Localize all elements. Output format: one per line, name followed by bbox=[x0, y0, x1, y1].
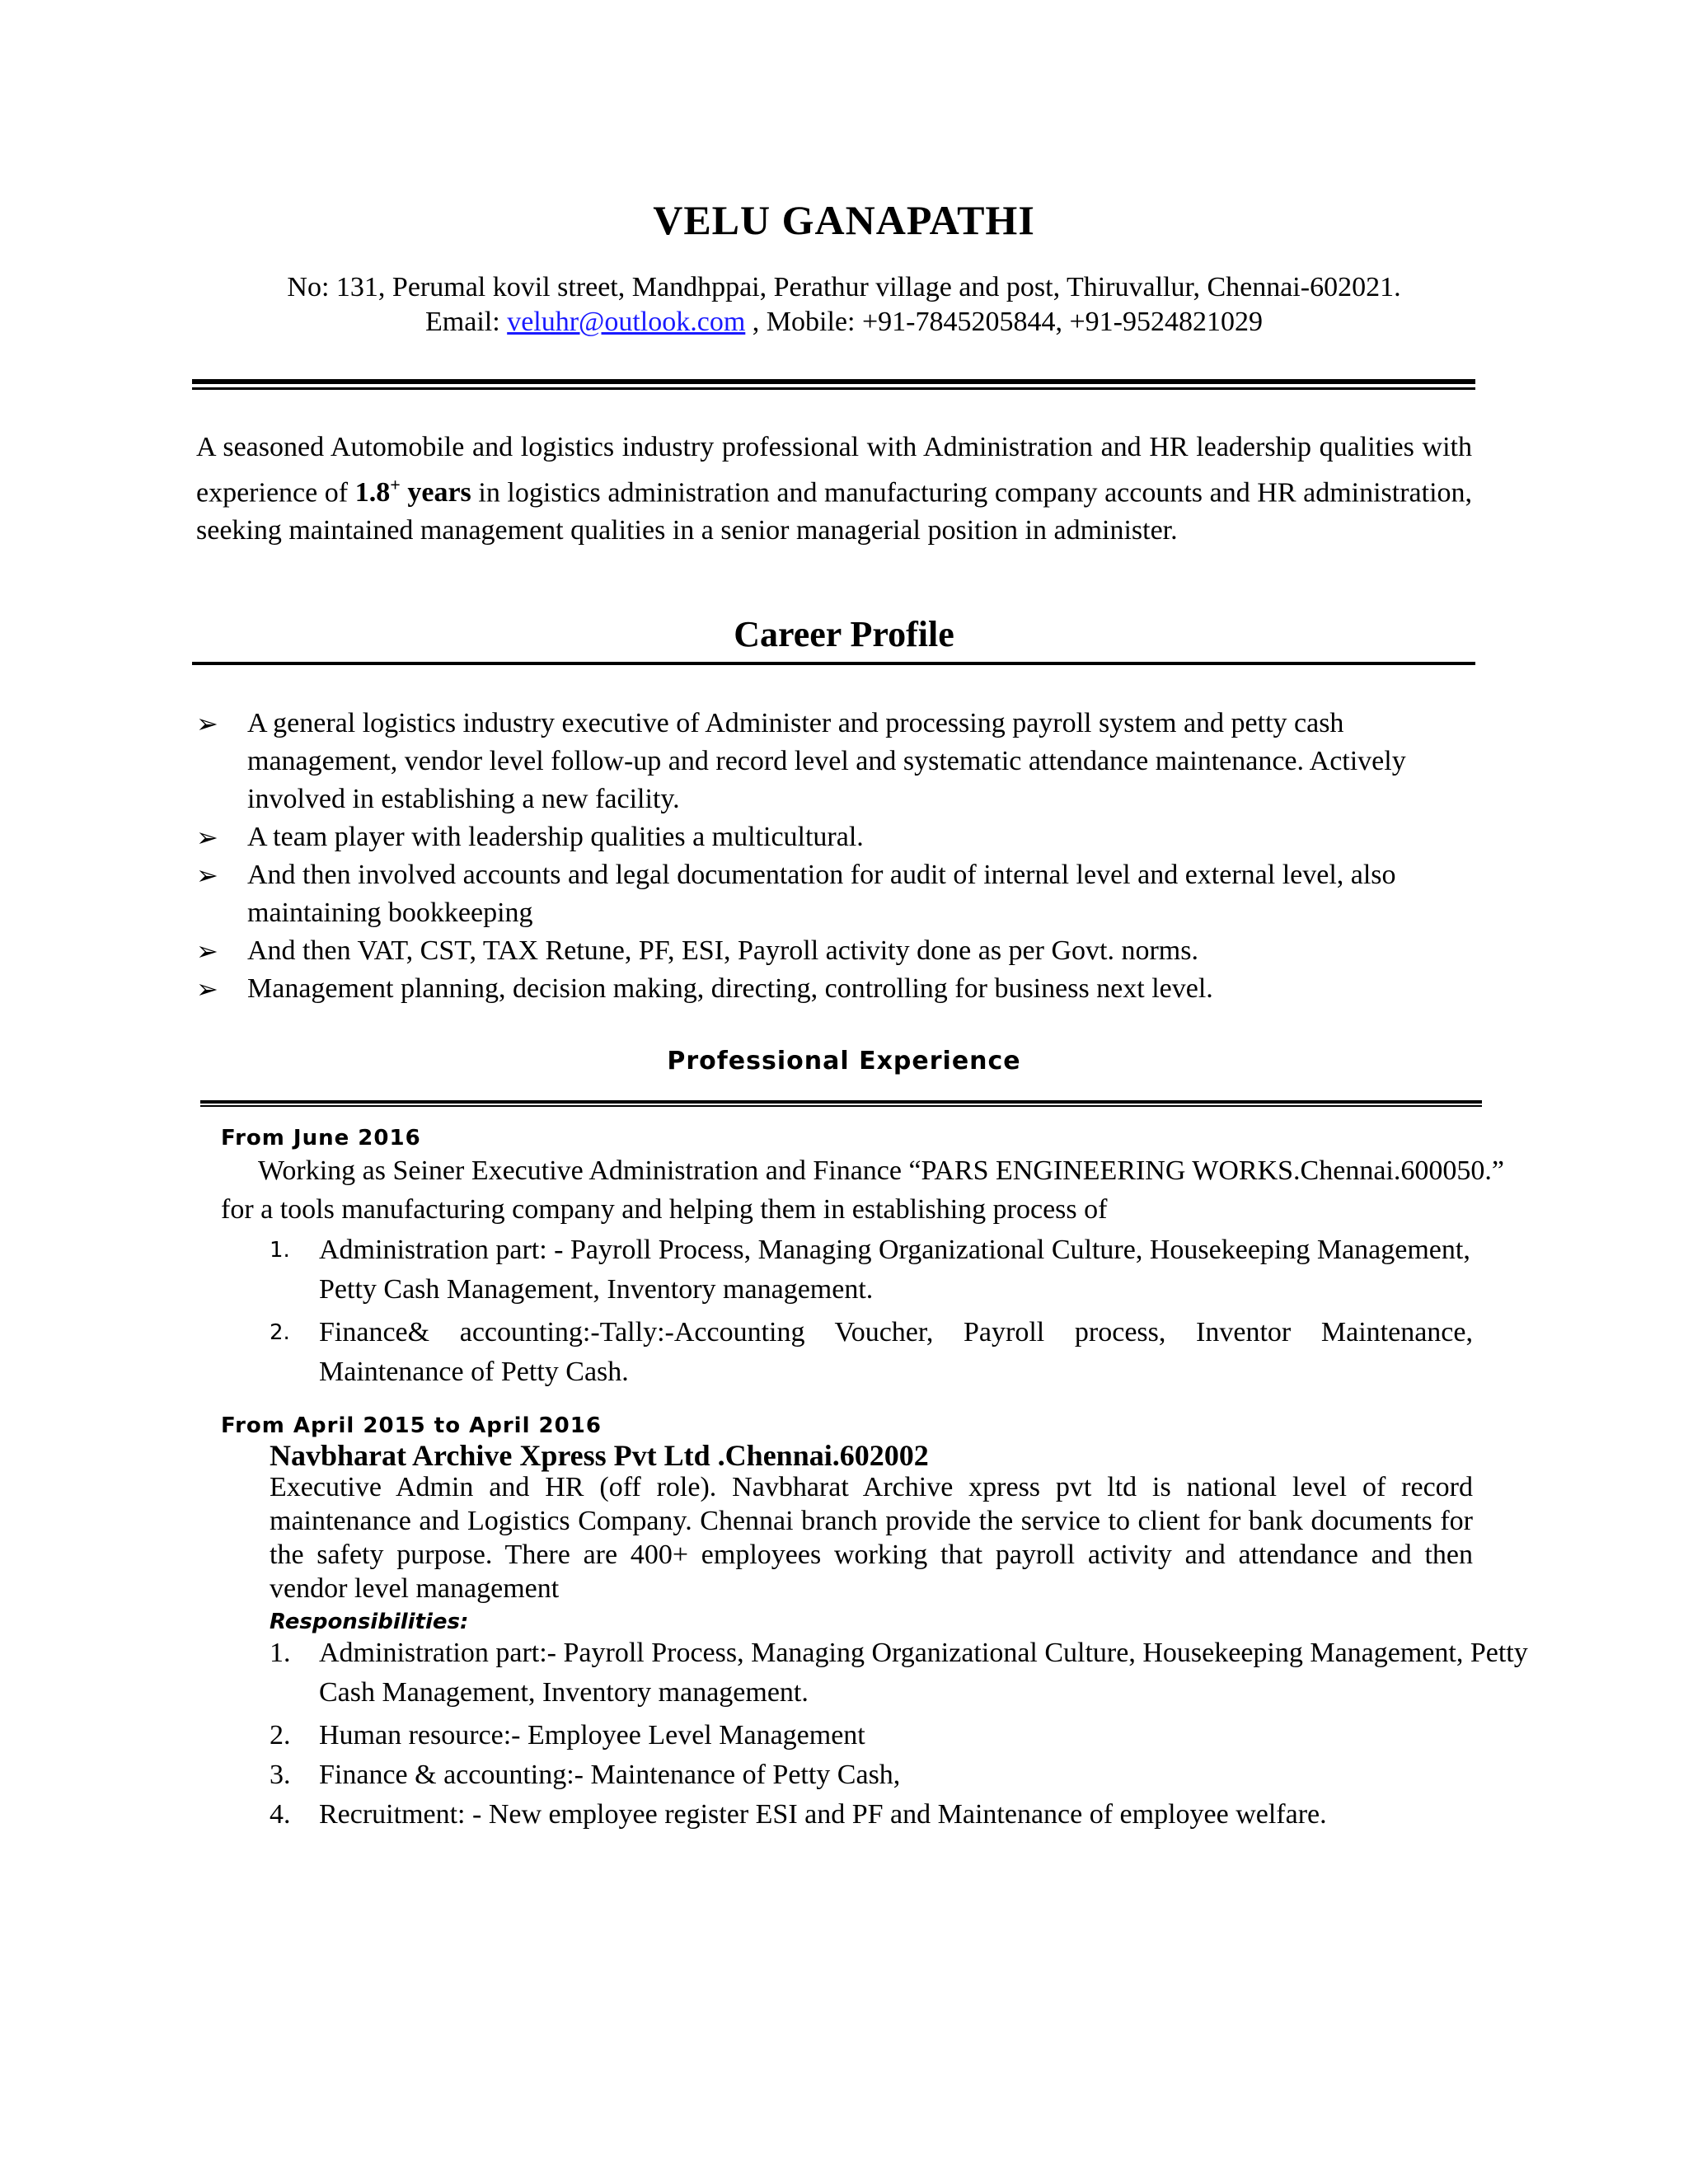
bullet-text: And then VAT, CST, TAX Retune, PF, ESI, Payroll activity done as per Govt. norms. bbox=[247, 935, 1198, 966]
header-divider-bottom bbox=[192, 387, 1475, 390]
list-number: 2. bbox=[270, 1320, 290, 1345]
list-item bbox=[196, 932, 1482, 970]
job2-period: From April 2015 to April 2016 bbox=[221, 1413, 602, 1438]
list-item bbox=[270, 1313, 1473, 1392]
career-profile-title: Career Profile bbox=[734, 614, 954, 654]
career-profile-list bbox=[196, 705, 1482, 1008]
experience-divider-bottom bbox=[200, 1105, 1482, 1107]
bullet-text: A team player with leadership qualities a multicultural. bbox=[247, 822, 864, 852]
arrow-bullet-icon: ➢ bbox=[196, 860, 218, 891]
mobile-numbers: , Mobile: +91-7845205844, +91-9524821029 bbox=[752, 307, 1263, 337]
list-number: 3. bbox=[270, 1760, 291, 1790]
list-item bbox=[196, 970, 1482, 1008]
arrow-bullet-icon: ➢ bbox=[196, 822, 218, 853]
list-text: Finance& accounting:-Tally:-Accounting Voucher, Payroll process, Inventor Maintenance, Maintenance of Petty Cash. bbox=[319, 1317, 1473, 1387]
list-item bbox=[270, 1230, 1473, 1310]
email-link[interactable]: veluhr@outlook.com bbox=[507, 307, 746, 337]
list-number: 2. bbox=[270, 1720, 291, 1750]
list-item bbox=[196, 705, 1482, 818]
candidate-name: VELU GANAPATHI bbox=[653, 197, 1035, 243]
experience-divider-top bbox=[200, 1100, 1482, 1104]
list-item bbox=[270, 1633, 1555, 1713]
arrow-bullet-icon: ➢ bbox=[196, 935, 218, 967]
arrow-bullet-icon: ➢ bbox=[196, 708, 218, 739]
list-text: Finance & accounting:- Maintenance of Petty Cash, bbox=[319, 1760, 901, 1790]
list-text: Recruitment: - New employee register ESI and PF and Maintenance of employee welfare. bbox=[319, 1799, 1327, 1830]
arrow-bullet-icon: ➢ bbox=[196, 973, 218, 1005]
list-text: Administration part:- Payroll Process, Managing Organizational Culture, Housekeeping Management, Petty Cash Management, Inventory management. bbox=[319, 1638, 1528, 1708]
responsibilities-label: Responsibilities: bbox=[270, 1610, 469, 1634]
summary-text-1: A seasoned Automobile and logistics industry professional with Administration and HR leadership qualities with experience of bbox=[196, 432, 1472, 509]
bullet-text: A general logistics industry executive of Administer and processing payroll system and petty cash management, vendor level follow-up and record level and systematic attendance maintenance. Actively involved in establishing a new facility. bbox=[247, 708, 1406, 814]
bullet-text: Management planning, decision making, directing, controlling for business next level. bbox=[247, 973, 1213, 1004]
list-item bbox=[196, 856, 1482, 932]
job2-description: Executive Admin and HR (off role). Navbharat Archive xpress pvt ltd is national level of record maintenance and Logistics Company. Chennai branch provide the service to client for bank documents for the safety purpose. There are 400+ employees working that payroll activity and attendance and then vendor level management bbox=[270, 1472, 1473, 1604]
professional-experience-title: Professional Experience bbox=[667, 1047, 1021, 1076]
list-number: 1. bbox=[270, 1638, 291, 1668]
header-divider-top bbox=[192, 379, 1475, 384]
job2-company: Navbharat Archive Xpress Pvt Ltd .Chennai.602002 bbox=[270, 1439, 929, 1472]
years-word: years bbox=[407, 477, 471, 509]
contact-line bbox=[0, 307, 1688, 338]
years-value: 1.8 bbox=[354, 477, 391, 509]
bullet-text: And then involved accounts and legal documentation for audit of internal level and external level, also maintaining bookkeeping bbox=[247, 860, 1396, 928]
email-label: Email: bbox=[425, 307, 500, 337]
list-text: Human resource:- Employee Level Management bbox=[319, 1720, 865, 1750]
list-item bbox=[270, 1755, 1555, 1795]
career-profile-divider bbox=[192, 662, 1475, 665]
job2-list bbox=[270, 1633, 1555, 1835]
list-item bbox=[270, 1795, 1555, 1835]
job1-list bbox=[270, 1230, 1473, 1392]
job1-period: From June 2016 bbox=[221, 1126, 421, 1151]
job1-line1: Working as Seiner Executive Administration and Finance “PARS ENGINEERING WORKS.Chennai.600050.” bbox=[258, 1155, 1504, 1186]
job1-line2: for a tools manufacturing company and helping them in establishing process of bbox=[221, 1194, 1108, 1225]
list-item bbox=[196, 818, 1482, 856]
list-text: Administration part: - Payroll Process, Managing Organizational Culture, Housekeeping Management, Petty Cash Management, Inventory management. bbox=[319, 1235, 1470, 1305]
list-number: 1. bbox=[270, 1238, 290, 1263]
list-number: 4. bbox=[270, 1799, 291, 1830]
summary-paragraph bbox=[196, 429, 1472, 550]
summary-text-2: in logistics administration and manufacturing company accounts and HR administration, seeking maintained management qualities in a senior managerial position in administer. bbox=[196, 477, 1473, 546]
years-sup: + bbox=[390, 475, 401, 495]
address: No: 131, Perumal kovil street, Mandhppai, Perathur village and post, Thiruvallur, Chennai-602021. bbox=[287, 272, 1401, 302]
list-item bbox=[270, 1716, 1555, 1755]
